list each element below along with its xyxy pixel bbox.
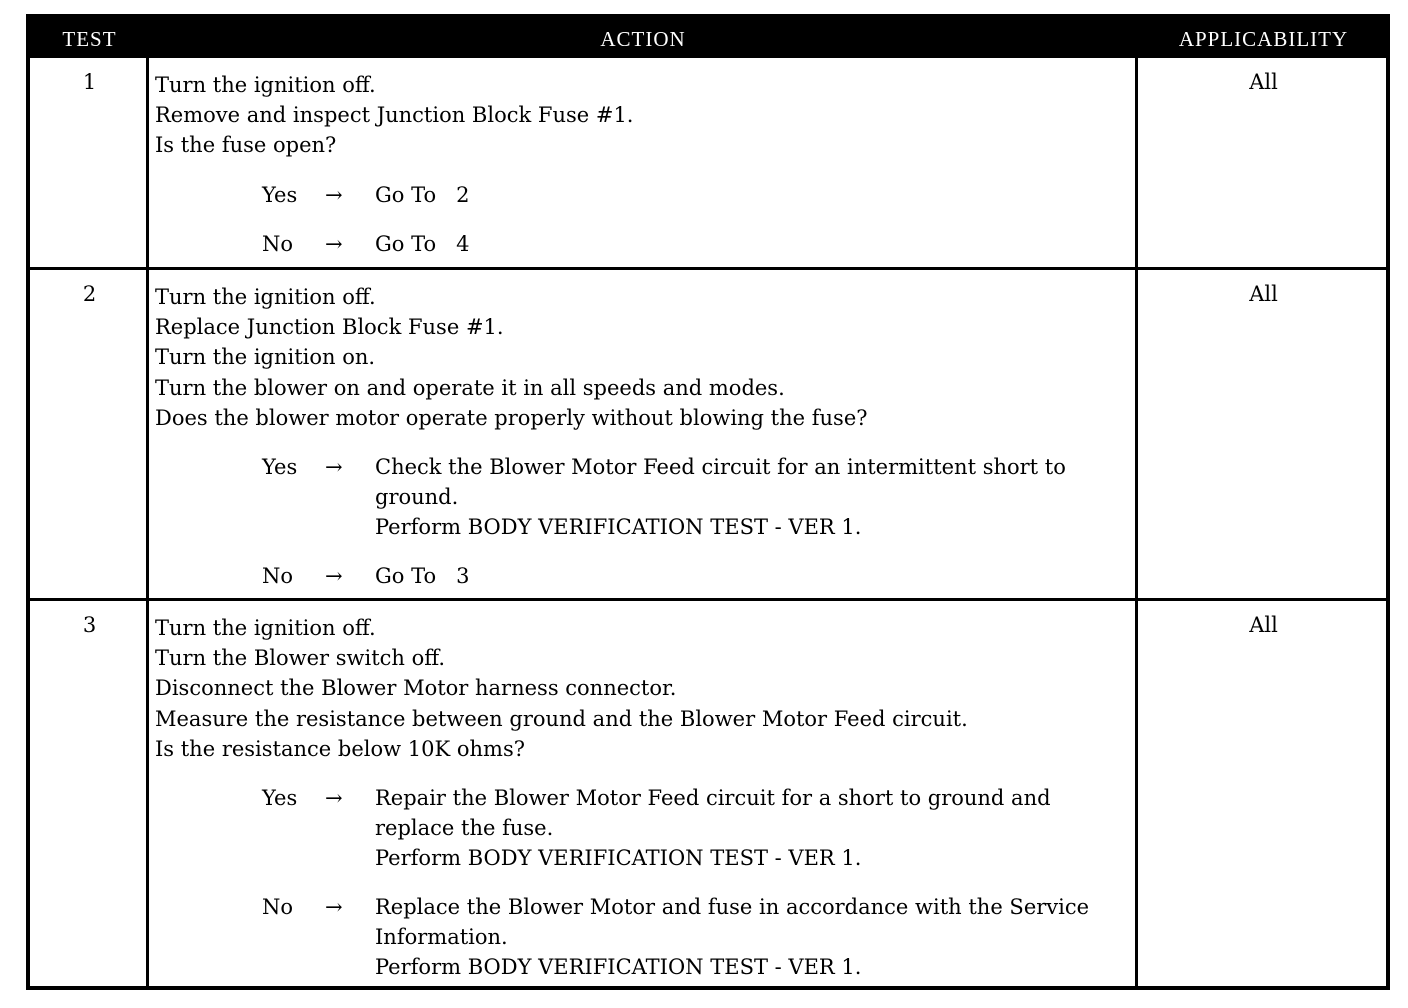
result-line: ground. [375,485,459,510]
result-line: Go To 3 [375,564,470,589]
response-yes [155,180,1135,210]
action-step: Does the blower motor operate properly without blowing the fuse? [155,405,868,430]
action-step: Is the fuse open? [155,133,337,158]
action-step: Remove and inspect Junction Block Fuse #1. [155,103,634,128]
response-no [155,229,1135,259]
result-line: Replace the Blower Motor and fuse in accordance with the Service [375,895,1090,920]
result-line: Go To 4 [375,231,470,256]
table-row-test-3 [30,601,1386,986]
diagnostic-table [26,14,1390,990]
action-cell [155,70,1135,259]
test-number: 1 [82,70,97,94]
table-header [30,18,1386,58]
response-yes [155,783,1135,873]
result-line: Repair the Blower Motor Feed circuit for a short to ground and [375,786,1051,811]
result-line: Information. [375,925,508,950]
applicability-cell: All [1249,70,1278,94]
response-answer: No [262,231,294,256]
response-result [375,180,1127,210]
response-answer: No [262,564,294,589]
arrow-icon: → [325,182,343,207]
action-step: Turn the blower on and operate it in all speeds and modes. [155,375,785,400]
result-line: replace the fuse. [375,816,554,841]
action-step: Turn the Blower switch off. [155,646,446,671]
table-row-test-1 [30,58,1386,267]
action-step: Measure the resistance between ground and the Blower Motor Feed circuit. [155,706,968,731]
result-line: Perform BODY VERIFICATION TEST - VER 1. [375,846,862,871]
test-number: 2 [82,282,97,306]
response-answer: No [262,895,294,920]
result-line: Check the Blower Motor Feed circuit for an intermittent short to [375,455,1066,480]
response-result [375,229,1127,259]
header-applicability: APPLICABILITY [1178,27,1349,51]
response-yes [155,452,1135,542]
action-cell [155,613,1135,982]
header-action: ACTION [600,27,686,51]
action-cell [155,282,1135,591]
action-step: Turn the ignition off. [155,73,376,97]
applicability-cell: All [1249,282,1278,306]
table-row-test-2 [30,270,1386,598]
header-test: TEST [62,27,117,51]
result-line: Perform BODY VERIFICATION TEST - VER 1. [375,955,862,980]
response-result [375,561,1127,591]
response-result [375,783,1127,874]
response-no [155,561,1135,591]
action-step: Is the resistance below 10K ohms? [155,736,525,761]
response-answer: Yes [262,182,298,207]
action-step: Turn the ignition off. [155,616,376,640]
action-step: Disconnect the Blower Motor harness connector. [155,676,677,701]
arrow-icon: → [325,231,343,256]
action-step: Turn the ignition on. [155,345,376,370]
result-line: Perform BODY VERIFICATION TEST - VER 1. [375,515,862,540]
arrow-icon: → [325,895,343,920]
response-result [375,452,1127,543]
result-line: Go To 2 [375,182,470,207]
action-step: Replace Junction Block Fuse #1. [155,315,504,340]
response-answer: Yes [262,455,298,480]
response-result [375,892,1127,983]
test-number: 3 [82,613,97,637]
arrow-icon: → [325,786,343,811]
arrow-icon: → [325,564,343,589]
applicability-cell: All [1249,613,1278,637]
arrow-icon: → [325,455,343,480]
response-answer: Yes [262,786,298,811]
action-step: Turn the ignition off. [155,285,376,309]
response-no [155,892,1135,982]
